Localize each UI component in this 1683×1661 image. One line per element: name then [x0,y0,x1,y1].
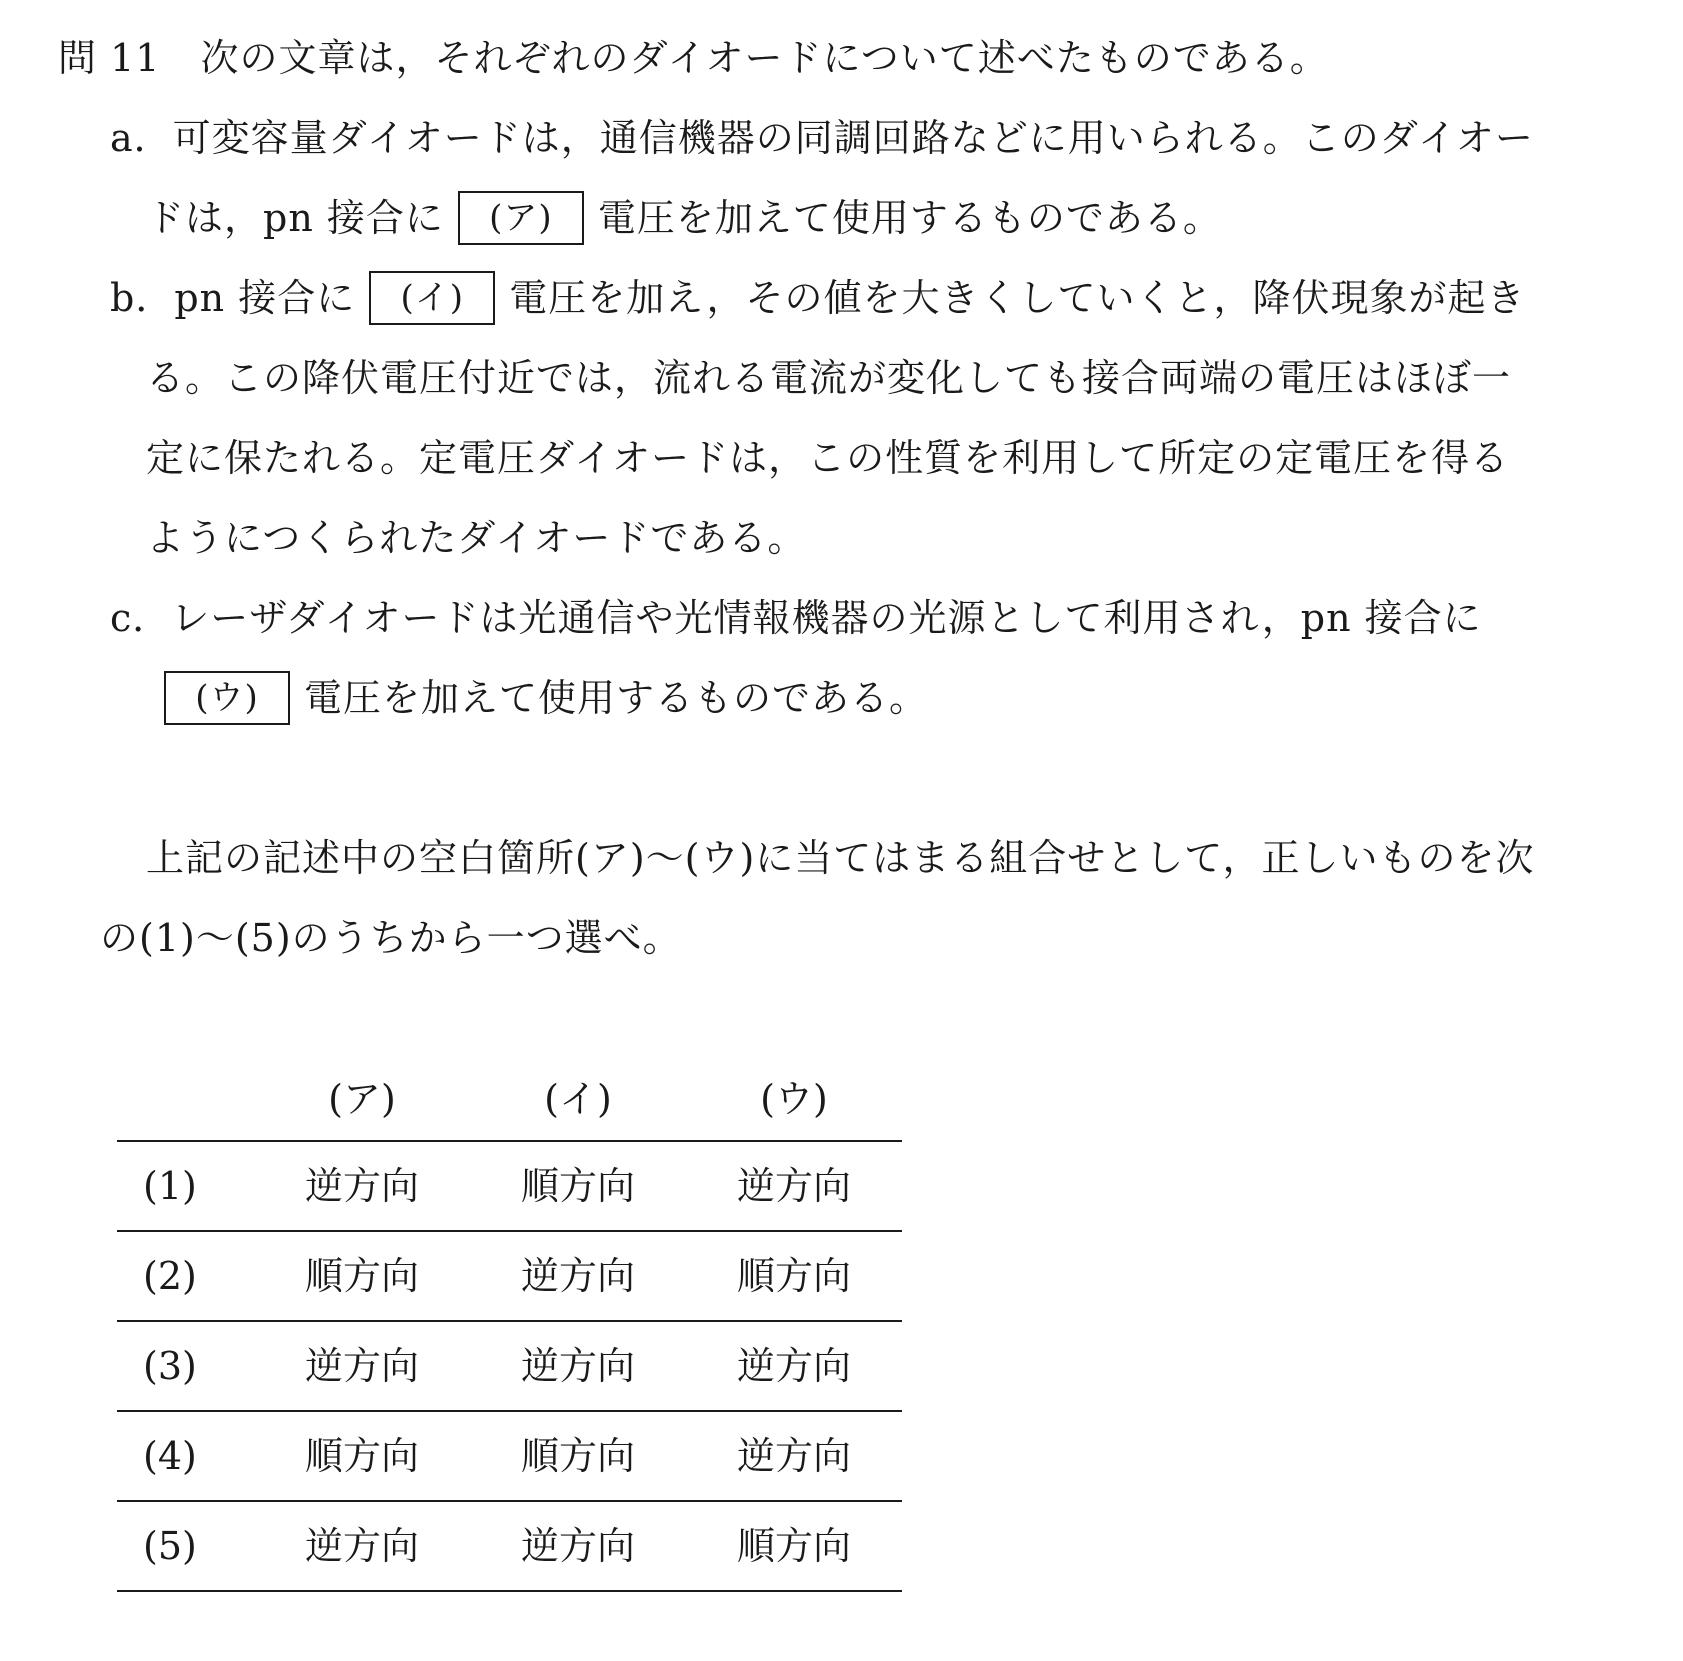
instruction-line-2 [100,906,682,970]
item-a-text-2-post: 電圧を加えて使用するものである。 [597,196,1222,240]
choice-number: (1) [117,1141,254,1231]
choice-cell-a: 逆方向 [254,1141,470,1231]
item-b-line-4 [146,506,806,570]
item-b-text-4: ようにつくられたダイオードである。 [146,516,807,560]
instruction-line-1 [146,826,1535,890]
table-row [117,1141,902,1231]
header-cell-a: (ア) [254,1058,470,1141]
item-b-text-2: る。この降伏電圧付近では，流れる電流が変化しても接合両端の電圧はほぼ一 [146,356,1512,400]
item-c-line-1 [110,586,1482,650]
instruction-text-2: の(1)～(5)のうちから一つ選べ。 [100,916,682,960]
item-b-text-1-post: 電圧を加え，その値を大きくしていくと，降伏現象が起き [509,276,1526,320]
choice-number: (3) [117,1321,254,1411]
item-c-text-1: c．レーザダイオードは光通信や光情報機器の光源として利用され，pn 接合に [110,596,1482,640]
choice-cell-i: 順方向 [470,1141,686,1231]
question-intro: 次の文章は，それぞれのダイオードについて述べたものである。 [200,36,1329,80]
choice-cell-i: 逆方向 [470,1321,686,1411]
question-number: 問 11 [58,36,161,80]
choice-cell-i: 逆方向 [470,1231,686,1321]
choice-cell-u: 順方向 [686,1501,902,1591]
choice-cell-a: 順方向 [254,1231,470,1321]
item-c-line-2 [150,666,928,730]
choice-number: (2) [117,1231,254,1321]
table-row [117,1231,902,1321]
table-row [117,1411,902,1501]
choice-cell-a: 逆方向 [254,1501,470,1591]
blank-b: (イ) [369,271,495,325]
choice-cell-u: 順方向 [686,1231,902,1321]
item-b-line-2 [146,346,1511,410]
choice-cell-i: 順方向 [470,1411,686,1501]
table-row [117,1321,902,1411]
header-cell-number [117,1058,254,1141]
choice-cell-u: 逆方向 [686,1141,902,1231]
item-c-text-2-post: 電圧を加えて使用するものである。 [304,676,929,720]
item-a-line-1 [110,106,1534,170]
question-header [58,26,1329,90]
answer-choices-table [117,1058,902,1592]
header-cell-i: (イ) [470,1058,686,1141]
item-b-line-1 [110,266,1526,330]
choice-cell-u: 逆方向 [686,1411,902,1501]
choice-cell-u: 逆方向 [686,1321,902,1411]
item-b-text-3: 定に保たれる。定電圧ダイオードは，この性質を利用して所定の定電圧を得る [146,436,1510,480]
header-cell-u: (ウ) [686,1058,902,1141]
item-a-text-2-pre: ドは，pn 接合に [146,196,444,240]
choice-number: (5) [117,1501,254,1591]
item-b-text-1-pre: b．pn 接合に [110,276,356,320]
table-header-row [117,1058,902,1141]
item-b-line-3 [146,426,1509,490]
choice-number: (4) [117,1411,254,1501]
item-a-line-2 [146,186,1222,250]
instruction-text-1: 上記の記述中の空白箇所(ア)～(ウ)に当てはまる組合せとして，正しいものを次 [146,836,1535,880]
choice-cell-a: 逆方向 [254,1321,470,1411]
table-row [117,1501,902,1591]
blank-c: (ウ) [164,671,290,725]
choice-cell-a: 順方向 [254,1411,470,1501]
choice-cell-i: 逆方向 [470,1501,686,1591]
blank-a: (ア) [458,191,584,245]
item-a-text-1: a．可変容量ダイオードは，通信機器の同調回路などに用いられる。このダイオー [110,116,1534,160]
